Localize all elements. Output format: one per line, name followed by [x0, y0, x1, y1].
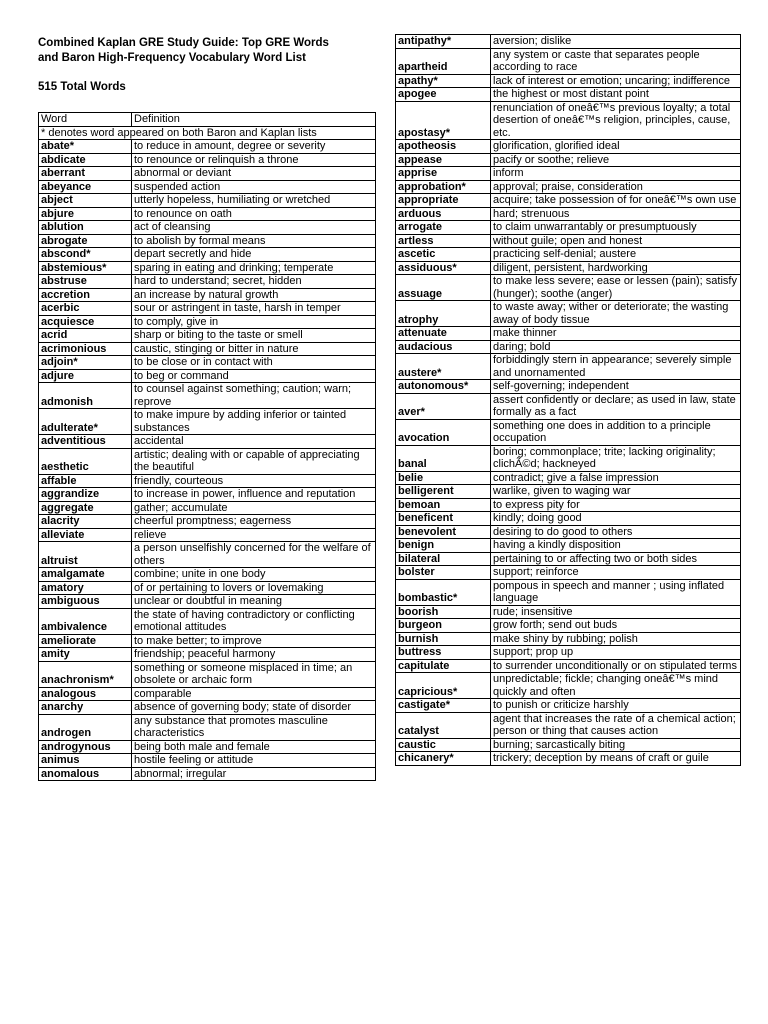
definition-cell: to claim unwarrantably or presumptuously	[491, 221, 741, 235]
table-row	[39, 356, 376, 370]
definition-cell: any substance that promotes masculine characteristics	[132, 714, 376, 740]
definition-cell: hostile feeling or attitude	[132, 754, 376, 768]
definition-cell: comparable	[132, 687, 376, 701]
definition-cell: to comply, give in	[132, 315, 376, 329]
definition-cell: depart secretly and hide	[132, 248, 376, 262]
word-cell: capitulate	[396, 659, 491, 673]
definition-cell: to reduce in amount, degree or severity	[132, 140, 376, 154]
word-cell: belie	[396, 471, 491, 485]
definition-cell: sour or astringent in taste, harsh in temper	[132, 302, 376, 316]
table-row	[396, 194, 741, 208]
word-cell: apathy*	[396, 74, 491, 88]
table-row	[39, 288, 376, 302]
table-row	[39, 515, 376, 529]
definition-cell: artistic; dealing with or capable of appreciating the beautiful	[132, 448, 376, 474]
table-row	[39, 528, 376, 542]
table-row	[396, 525, 741, 539]
table-row	[396, 261, 741, 275]
word-cell: ambivalence	[39, 608, 132, 634]
table-row	[396, 327, 741, 341]
table-row	[39, 302, 376, 316]
definition-cell: abnormal or deviant	[132, 167, 376, 181]
word-cell: abeyance	[39, 180, 132, 194]
table-row	[396, 632, 741, 646]
table-row	[39, 315, 376, 329]
word-cell: bilateral	[396, 552, 491, 566]
word-cell: assuage	[396, 275, 491, 301]
word-cell: abdicate	[39, 153, 132, 167]
definition-cell: relieve	[132, 528, 376, 542]
table-row	[396, 419, 741, 445]
table-row	[396, 738, 741, 752]
word-cell: aver*	[396, 393, 491, 419]
table-row	[39, 167, 376, 181]
definition-cell: the state of having contradictory or conflicting emotional attitudes	[132, 608, 376, 634]
definition-cell: hard to understand; secret, hidden	[132, 275, 376, 289]
table-row	[39, 261, 376, 275]
table-row	[396, 234, 741, 248]
table-row	[396, 579, 741, 605]
header-word: Word	[39, 113, 132, 127]
definition-cell: any system or caste that separates people according to race	[491, 48, 741, 74]
table-row	[396, 498, 741, 512]
word-cell: apartheid	[396, 48, 491, 74]
table-row	[396, 673, 741, 699]
word-cell: audacious	[396, 340, 491, 354]
definition-cell: assert confidently or declare; as used in law, state formally as a fact	[491, 393, 741, 419]
vocab-table-left	[38, 112, 376, 781]
definition-cell: friendship; peaceful harmony	[132, 648, 376, 662]
table-row	[39, 409, 376, 435]
word-cell: affable	[39, 474, 132, 488]
table-row	[39, 568, 376, 582]
word-cell: approbation*	[396, 180, 491, 194]
table-row	[39, 207, 376, 221]
definition-cell: agent that increases the rate of a chemical action; person or thing that causes action	[491, 712, 741, 738]
definition-cell: unpredictable; fickle; changing oneâ€™s mind quickly and often	[491, 673, 741, 699]
definition-cell: lack of interest or emotion; uncaring; indifference	[491, 74, 741, 88]
word-cell: abjure	[39, 207, 132, 221]
definition-cell: aversion; dislike	[491, 35, 741, 49]
definition-cell: pertaining to or affecting two or both sides	[491, 552, 741, 566]
table-row	[396, 35, 741, 49]
table-row	[396, 752, 741, 766]
table-row	[396, 659, 741, 673]
definition-cell: sharp or biting to the taste or smell	[132, 329, 376, 343]
word-cell: anachronism*	[39, 661, 132, 687]
definition-cell: an increase by natural growth	[132, 288, 376, 302]
word-cell: capricious*	[396, 673, 491, 699]
table-row	[39, 634, 376, 648]
definition-cell: having a kindly disposition	[491, 539, 741, 553]
word-cell: burgeon	[396, 619, 491, 633]
word-cell: anarchy	[39, 701, 132, 715]
table-row	[396, 380, 741, 394]
definition-cell: desiring to do good to others	[491, 525, 741, 539]
table-row	[39, 648, 376, 662]
definition-cell: to make less severe; ease or lessen (pain); satisfy (hunger); soothe (anger)	[491, 275, 741, 301]
definition-cell: absence of governing body; state of disorder	[132, 701, 376, 715]
table-row	[396, 207, 741, 221]
word-cell: artless	[396, 234, 491, 248]
word-cell: aggrandize	[39, 488, 132, 502]
word-cell: buttress	[396, 646, 491, 660]
word-cell: alacrity	[39, 515, 132, 529]
table-row	[396, 221, 741, 235]
word-cell: apogee	[396, 88, 491, 102]
table-row	[39, 180, 376, 194]
table-row	[39, 140, 376, 154]
definition-cell: daring; bold	[491, 340, 741, 354]
table-row	[39, 581, 376, 595]
definition-cell: support; prop up	[491, 646, 741, 660]
definition-cell: gather; accumulate	[132, 501, 376, 515]
word-cell: anomalous	[39, 767, 132, 781]
table-row	[396, 471, 741, 485]
table-row	[39, 661, 376, 687]
definition-cell: the highest or most distant point	[491, 88, 741, 102]
definition-cell: suspended action	[132, 180, 376, 194]
definition-cell: to express pity for	[491, 498, 741, 512]
table-row	[396, 275, 741, 301]
definition-cell: pompous in speech and manner ; using inflated language	[491, 579, 741, 605]
word-cell: castigate*	[396, 699, 491, 713]
note-row	[39, 126, 376, 140]
definition-cell: to renounce on oath	[132, 207, 376, 221]
word-cell: antipathy*	[396, 35, 491, 49]
definition-cell: unclear or doubtful in meaning	[132, 595, 376, 609]
definition-cell: being both male and female	[132, 740, 376, 754]
table-row	[396, 539, 741, 553]
table-row	[396, 101, 741, 140]
definition-cell: to increase in power, influence and reputation	[132, 488, 376, 502]
word-cell: amity	[39, 648, 132, 662]
word-cell: abject	[39, 194, 132, 208]
table-row	[396, 566, 741, 580]
word-cell: androgen	[39, 714, 132, 740]
definition-cell: to abolish by formal means	[132, 234, 376, 248]
word-cell: animus	[39, 754, 132, 768]
definition-cell: sparing in eating and drinking; temperate	[132, 261, 376, 275]
definition-cell: something one does in addition to a principle occupation	[491, 419, 741, 445]
table-row	[39, 234, 376, 248]
table-header-row	[39, 113, 376, 127]
definition-cell: trickery; deception by means of craft or guile	[491, 752, 741, 766]
table-row	[39, 435, 376, 449]
word-cell: apprise	[396, 167, 491, 181]
title-line-2: and Baron High-Frequency Vocabulary Word List	[38, 51, 306, 64]
table-row	[39, 275, 376, 289]
table-row	[396, 140, 741, 154]
table-row	[39, 714, 376, 740]
table-row	[396, 248, 741, 262]
table-row	[396, 512, 741, 526]
definition-cell: something or someone misplaced in time; an obsolete or archaic form	[132, 661, 376, 687]
definition-cell: acquire; take possession of for oneâ€™s own use	[491, 194, 741, 208]
table-row	[396, 646, 741, 660]
word-cell: accretion	[39, 288, 132, 302]
word-cell: appropriate	[396, 194, 491, 208]
table-row	[39, 383, 376, 409]
table-row	[39, 248, 376, 262]
word-cell: attenuate	[396, 327, 491, 341]
definition-cell: forbiddingly stern in appearance; severely simple and unornamented	[491, 354, 741, 380]
table-row	[39, 740, 376, 754]
definition-cell: accidental	[132, 435, 376, 449]
document-title	[38, 36, 368, 65]
definition-cell: support; reinforce	[491, 566, 741, 580]
definition-cell: approval; praise, consideration	[491, 180, 741, 194]
definition-cell: to make better; to improve	[132, 634, 376, 648]
table-row	[396, 88, 741, 102]
word-cell: acerbic	[39, 302, 132, 316]
word-cell: abstruse	[39, 275, 132, 289]
table-row	[396, 712, 741, 738]
table-row	[396, 552, 741, 566]
left-rows	[39, 140, 376, 781]
word-cell: bemoan	[396, 498, 491, 512]
definition-cell: abnormal; irregular	[132, 767, 376, 781]
word-cell: benevolent	[396, 525, 491, 539]
word-cell: ascetic	[396, 248, 491, 262]
definition-cell: of or pertaining to lovers or lovemaking	[132, 581, 376, 595]
definition-cell: to renounce or relinquish a throne	[132, 153, 376, 167]
word-cell: boorish	[396, 605, 491, 619]
definition-cell: friendly, courteous	[132, 474, 376, 488]
word-cell: adjoin*	[39, 356, 132, 370]
definition-cell: renunciation of oneâ€™s previous loyalty; a total desertion of oneâ€™s religion, principles, cause, etc.	[491, 101, 741, 140]
table-row	[396, 180, 741, 194]
definition-cell: boring; commonplace; trite; lacking originality; clichÃ©d; hackneyed	[491, 445, 741, 471]
word-cell: arrogate	[396, 221, 491, 235]
table-row	[39, 542, 376, 568]
definition-cell: to punish or criticize harshly	[491, 699, 741, 713]
definition-cell: act of cleansing	[132, 221, 376, 235]
word-cell: caustic	[396, 738, 491, 752]
header-definition: Definition	[132, 113, 376, 127]
word-cell: abscond*	[39, 248, 132, 262]
word-cell: aesthetic	[39, 448, 132, 474]
table-row	[39, 474, 376, 488]
word-cell: aberrant	[39, 167, 132, 181]
word-cell: aggregate	[39, 501, 132, 515]
word-cell: beneficent	[396, 512, 491, 526]
definition-cell: grow forth; send out buds	[491, 619, 741, 633]
table-row	[39, 488, 376, 502]
table-row	[39, 329, 376, 343]
definition-cell: inform	[491, 167, 741, 181]
word-cell: belligerent	[396, 485, 491, 499]
word-cell: appease	[396, 153, 491, 167]
table-row	[396, 74, 741, 88]
definition-cell: utterly hopeless, humiliating or wretched	[132, 194, 376, 208]
definition-cell: a person unselfishly concerned for the welfare of others	[132, 542, 376, 568]
table-row	[396, 619, 741, 633]
word-cell: admonish	[39, 383, 132, 409]
table-row	[39, 501, 376, 515]
word-cell: androgynous	[39, 740, 132, 754]
definition-cell: without guile; open and honest	[491, 234, 741, 248]
word-cell: banal	[396, 445, 491, 471]
table-row	[39, 448, 376, 474]
definition-cell: to make impure by adding inferior or tainted substances	[132, 409, 376, 435]
table-row	[396, 354, 741, 380]
table-row	[39, 767, 376, 781]
word-cell: arduous	[396, 207, 491, 221]
table-row	[396, 393, 741, 419]
word-cell: acrid	[39, 329, 132, 343]
word-cell: ambiguous	[39, 595, 132, 609]
definition-cell: glorification, glorified ideal	[491, 140, 741, 154]
definition-cell: diligent, persistent, hardworking	[491, 261, 741, 275]
table-row	[396, 340, 741, 354]
definition-cell: make shiny by rubbing; polish	[491, 632, 741, 646]
word-cell: alleviate	[39, 528, 132, 542]
word-cell: adulterate*	[39, 409, 132, 435]
word-cell: bolster	[396, 566, 491, 580]
definition-cell: self-governing; independent	[491, 380, 741, 394]
word-cell: austere*	[396, 354, 491, 380]
definition-cell: to waste away; wither or deteriorate; the wasting away of body tissue	[491, 301, 741, 327]
definition-cell: to counsel against something; caution; warn; reprove	[132, 383, 376, 409]
definition-cell: to surrender unconditionally or on stipulated terms	[491, 659, 741, 673]
word-cell: autonomous*	[396, 380, 491, 394]
definition-cell: to beg or command	[132, 369, 376, 383]
total-words: 515 Total Words	[38, 81, 126, 93]
definition-cell: combine; unite in one body	[132, 568, 376, 582]
table-row	[396, 445, 741, 471]
definition-cell: cheerful promptness; eagerness	[132, 515, 376, 529]
definition-cell: pacify or soothe; relieve	[491, 153, 741, 167]
right-rows	[396, 35, 741, 766]
word-cell: adventitious	[39, 435, 132, 449]
word-cell: ameliorate	[39, 634, 132, 648]
definition-cell: make thinner	[491, 327, 741, 341]
word-cell: bombastic*	[396, 579, 491, 605]
word-cell: benign	[396, 539, 491, 553]
definition-cell: burning; sarcastically biting	[491, 738, 741, 752]
word-cell: analogous	[39, 687, 132, 701]
word-cell: altruist	[39, 542, 132, 568]
table-row	[39, 608, 376, 634]
table-row	[39, 754, 376, 768]
table-row	[396, 48, 741, 74]
word-cell: ablution	[39, 221, 132, 235]
definition-cell: hard; strenuous	[491, 207, 741, 221]
table-row	[396, 485, 741, 499]
table-row	[39, 595, 376, 609]
table-row	[396, 301, 741, 327]
table-row	[39, 342, 376, 356]
vocab-table-right	[395, 34, 741, 766]
word-cell: assiduous*	[396, 261, 491, 275]
word-cell: apotheosis	[396, 140, 491, 154]
definition-cell: rude; insensitive	[491, 605, 741, 619]
table-row	[396, 153, 741, 167]
word-cell: amatory	[39, 581, 132, 595]
title-line-1: Combined Kaplan GRE Study Guide: Top GRE Words	[38, 37, 329, 49]
word-cell: catalyst	[396, 712, 491, 738]
table-row	[396, 167, 741, 181]
definition-cell: caustic, stinging or bitter in nature	[132, 342, 376, 356]
definition-cell: contradict; give a false impression	[491, 471, 741, 485]
definition-cell: practicing self-denial; austere	[491, 248, 741, 262]
word-cell: adjure	[39, 369, 132, 383]
word-cell: acquiesce	[39, 315, 132, 329]
table-row	[39, 687, 376, 701]
table-row	[396, 699, 741, 713]
table-row	[39, 701, 376, 715]
table-row	[396, 605, 741, 619]
definition-cell: kindly; doing good	[491, 512, 741, 526]
word-cell: atrophy	[396, 301, 491, 327]
word-cell: abstemious*	[39, 261, 132, 275]
note-text: * denotes word appeared on both Baron and Kaplan lists	[39, 126, 376, 140]
word-cell: acrimonious	[39, 342, 132, 356]
table-row	[39, 153, 376, 167]
table-row	[39, 221, 376, 235]
word-cell: avocation	[396, 419, 491, 445]
word-cell: burnish	[396, 632, 491, 646]
table-row	[39, 369, 376, 383]
definition-cell: warlike, given to waging war	[491, 485, 741, 499]
word-cell: apostasy*	[396, 101, 491, 140]
word-cell: abrogate	[39, 234, 132, 248]
definition-cell: to be close or in contact with	[132, 356, 376, 370]
word-cell: abate*	[39, 140, 132, 154]
word-cell: chicanery*	[396, 752, 491, 766]
word-cell: amalgamate	[39, 568, 132, 582]
table-row	[39, 194, 376, 208]
